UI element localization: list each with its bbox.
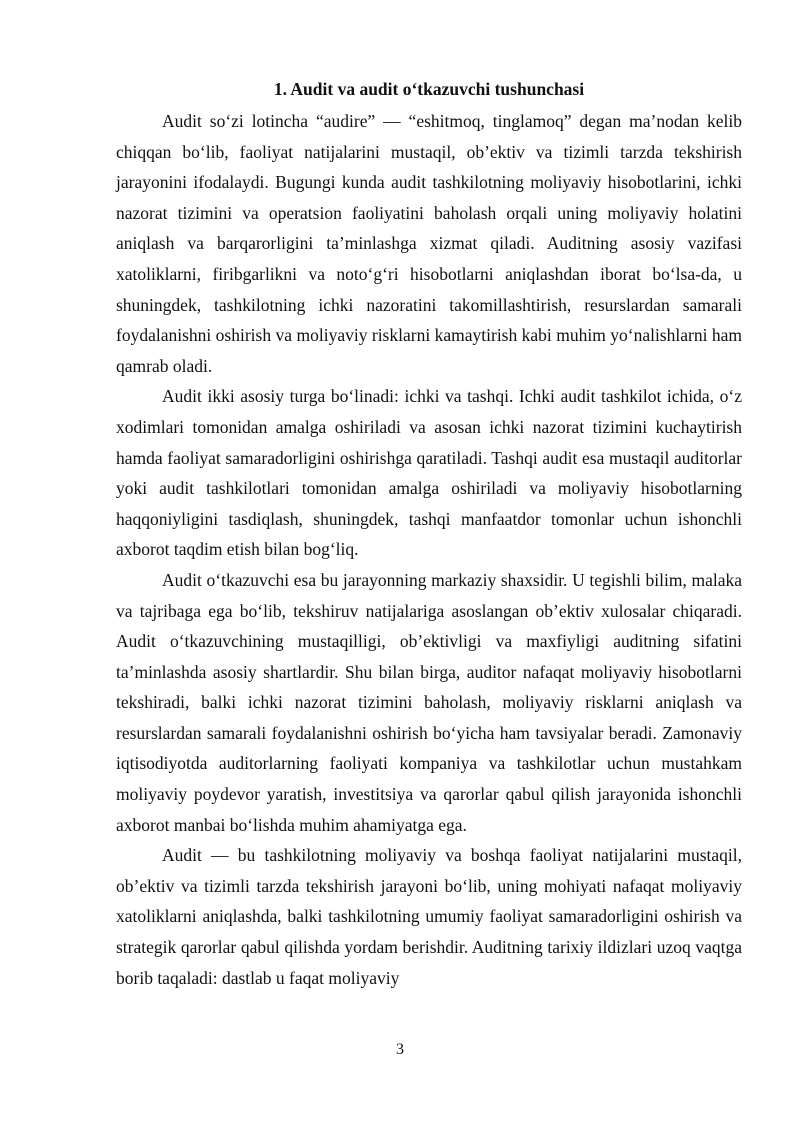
paragraph-3: Audit o‘tkazuvchi esa bu jarayonning markaziy shaxsidir. U tegishli bilim, malaka va tajribaga ega bo‘lib, tekshiruv natijalariga asoslangan ob’ektiv xulosalar chiqaradi. Audit o‘tkazuvchining mustaqilligi, ob’ektivligi va maxfiyligi auditning sifatini ta’minlashda asosiy shartlardir. Shu bilan birga, auditor nafaqat moliyaviy hisobotlarni tekshiradi, balki ichki nazorat tizimini baholash, moliyaviy risklarni aniqlash va resurslardan samarali foydalanishni oshirish bo‘yicha ham tavsiyalar beradi. Zamonaviy iqtisodiyotda auditorlarning faoliyati kompaniya va tashkilotlar uchun mustahkam moliyaviy poydevor yaratish, investitsiya va qarorlar qabul qilish jarayonida ishonchli axborot manbai bo‘lishda muhim ahamiyatga ega. bbox=[116, 569, 742, 835]
paragraph-4: Audit — bu tashkilotning moliyaviy va boshqa faoliyat natijalarini mustaqil, ob’ektiv va tizimli tarzda tekshirish jarayoni bo‘lib, uning mohiyati nafaqat moliyaviy xatoliklarni aniqlashda, balki tashkilotning umumiy faoliyat samaradorligini oshirish va strategik qarorlar qabul qilishda yordam berishdir. Auditning tarixiy ildizlari uzoq vaqtga borib taqaladi: dastlab u faqat moliyaviy bbox=[116, 845, 742, 988]
page-content bbox=[116, 74, 742, 993]
paragraph-1: Audit so‘zi lotincha “audire” — “eshitmoq, tinglamoq” degan ma’nodan kelib chiqqan bo‘lib, faoliyat natijalarini mustaqil, ob’ektiv va tizimli tarzda tekshirish jarayonini ifodalaydi. Bugungi kunda audit tashkilotning moliyaviy hisobotlarini, ichki nazorat tizimini va operatsion faoliyatini baholash orqali uning moliyaviy holatini aniqlash va barqarorligini ta’minlashga xizmat qiladi. Auditning asosiy vazifasi xatoliklarni, firibgarlikni va noto‘g‘ri hisobotlarni aniqlashdan iborat bo‘lsa-da, u shuningdek, tashkilotning ichki nazoratini takomillashtirish, resurslardan samarali foydalanishni oshirish va moliyaviy risklarni kamaytirish kabi muhim yo‘nalishlarni ham qamrab oladi. bbox=[116, 111, 742, 376]
page-number: 3 bbox=[396, 1041, 404, 1058]
paragraph-2: Audit ikki asosiy turga bo‘linadi: ichki va tashqi. Ichki audit tashkilot ichida, o‘z xodimlari tomonidan amalga oshiriladi va asosan ichki nazorat tizimini kuchaytirish hamda faoliyat samaradorligini oshirishga qaratiladi. Tashqi audit esa mustaqil auditorlar yoki audit tashkilotlari tomonidan amalga oshiriladi va moliyaviy hisobotlarning haqqoniyligini tasdiqlash, shuningdek, tashqi manfaatdor tomonlar uchun ishonchli axborot taqdim etish bilan bog‘liq. bbox=[116, 386, 742, 560]
section-heading: 1. Audit va audit o‘tkazuvchi tushunchasi bbox=[273, 79, 585, 99]
